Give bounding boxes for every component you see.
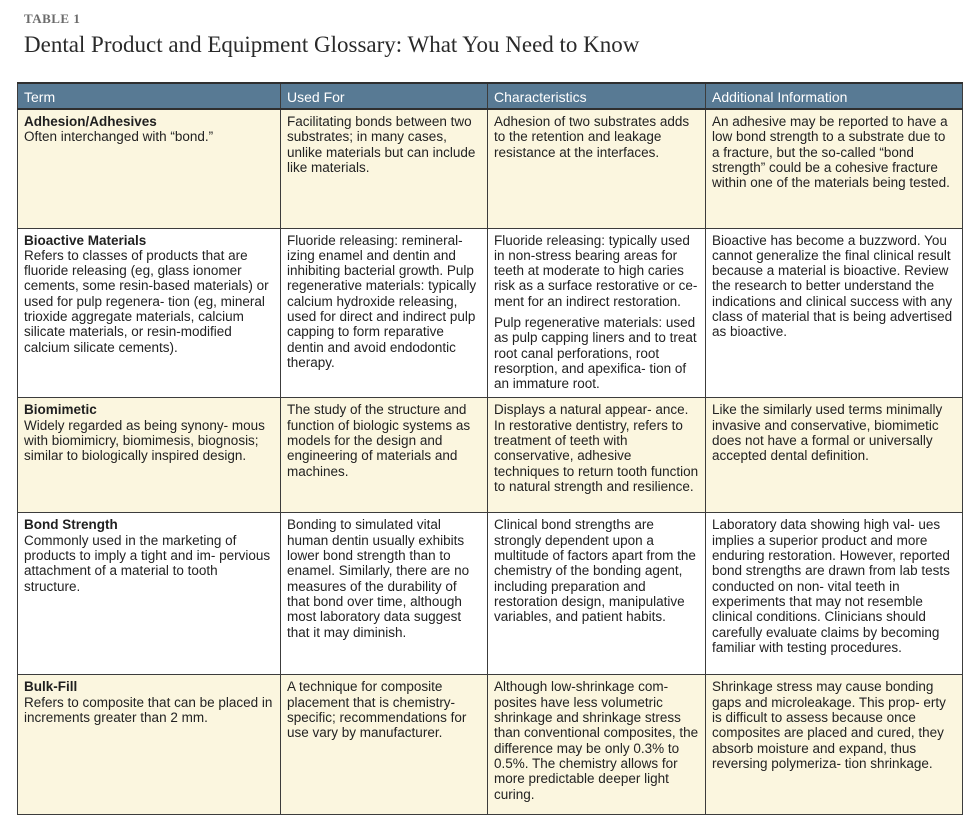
term-description: Refers to classes of products that are fluoride releasing (eg, glass ionomer cements, some resin-based materials) or used for pulp regenera- tion (eg, mineral trioxide aggregate materials, calcium silicate materials, or resin-modified calcium silicate cements). — [24, 247, 269, 355]
additional-info-cell: Laboratory data showing high val- ues implies a superior product and more enduring restoration. However, reported bond strengths are drawn from lab tests conducted on non- vital teeth in experiments that may not resemble clinical conditions. Clinicians should carefully evaluate claims by becoming familiar with testing procedures. — [706, 513, 963, 675]
characteristics-paragraph: Fluoride releasing: typically used in non-stress bearing areas for teeth at moderate to high caries risk as a surface restorative or ce- ment for an indirect restoration. — [494, 232, 698, 309]
used-for-cell: Bonding to simulated vital human dentin usually exhibits lower bond strength than to enamel. Similarly, there are no measures of the durability of that bond over time, although most laboratory data suggest that it may diminish. — [281, 513, 488, 675]
used-for-cell: Facilitating bonds between two substrates; in many cases, unlike materials but can include like materials. — [281, 109, 488, 228]
term-name: Adhesion/Adhesives — [24, 114, 157, 129]
term-description: Commonly used in the marketing of products to imply a tight and im- pervious attachment of a material to tooth structure. — [24, 532, 271, 594]
term-cell — [18, 109, 281, 228]
characteristics-paragraph: Pulp regenerative materials: used as pulp capping liners and to treat root canal perforations, root resorption, and apexifica- tion of an immature root. — [494, 314, 697, 392]
glossary-table-container — [17, 82, 962, 802]
column-header-term: Term — [18, 83, 281, 109]
term-name: Bond Strength — [24, 517, 118, 533]
glossary-table — [17, 82, 963, 815]
table-row — [18, 228, 963, 398]
additional-info-cell: Shrinkage stress may cause bonding gaps and microleakage. This prop- erty is difficult to assess because once composites are placed and cured, they absorb moisture and expand, thus reversing polymeriza- tion shrinkage. — [706, 675, 963, 815]
characteristics-cell: Although low-shrinkage com- posites have less volumetric shrinkage and shrinkage stress than conventional composites, the difference may be only 0.3% to 0.5%. The chemistry allows for more predictable deeper light curing. — [488, 675, 706, 815]
used-for-cell: A technique for composite placement that is chemistry- specific; recommendations for use vary by manufacturer. — [281, 675, 488, 815]
characteristics-cell: Clinical bond strengths are strongly dependent upon a multitude of factors apart from the chemistry of the bonding agent, including preparation and restoration design, manipulative variables, and patient habits. — [488, 513, 706, 675]
additional-info-cell: Like the similarly used terms minimally invasive and conservative, biomimetic does not have a formal or universally accepted dental definition. — [706, 398, 963, 513]
term-name: Bulk-Fill — [24, 679, 78, 695]
additional-info-cell: Bioactive has become a buzzword. You cannot generalize the final clinical result because a material is bioactive. Review the research to better understand the indications and clinical success with any class of material that is being advertised as bioactive. — [706, 228, 963, 398]
characteristics-cell — [488, 228, 706, 398]
term-description: Refers to composite that can be placed in increments greater than 2 mm. — [24, 694, 273, 726]
page-title: Dental Product and Equipment Glossary: What You Need to Know — [24, 32, 640, 57]
used-for-cell: Fluoride releasing: remineral- izing enamel and dentin and inhibiting bacterial growth. Pulp regenerative materials: typically calcium hydroxide releasing, used for direct and indirect pulp capping to form reparative dentin and avoid endodontic therapy. — [281, 228, 488, 398]
additional-info-cell: An adhesive may be reported to have a low bond strength to a substrate due to a fracture, but the so-called “bond strength” could be a cohesive fracture within one of the materials being tested. — [706, 109, 963, 228]
column-header-additional-info: Additional Information — [706, 83, 963, 109]
table-label: TABLE 1 — [24, 11, 81, 26]
header-row — [18, 83, 963, 109]
term-cell — [18, 398, 281, 513]
characteristics-cell: Displays a natural appear- ance. In restorative dentistry, refers to treatment of teeth with conservative, adhesive techniques to return tooth function to natural strength and resilience. — [488, 398, 706, 513]
column-header-characteristics: Characteristics — [488, 83, 706, 109]
table-row — [18, 513, 963, 675]
term-description: Often interchanged with “bond.” — [24, 129, 214, 145]
term-cell — [18, 228, 281, 398]
table-row — [18, 675, 963, 815]
term-name: Bioactive Materials — [24, 232, 147, 248]
characteristics-cell: Adhesion of two substrates adds to the retention and leakage resistance at the interfaces. — [488, 109, 706, 228]
column-header-used-for: Used For — [281, 83, 488, 109]
term-cell — [18, 513, 281, 675]
table-row — [18, 109, 963, 228]
term-name: Biomimetic — [24, 402, 97, 418]
table-row — [18, 398, 963, 513]
term-cell — [18, 675, 281, 815]
term-description: Widely regarded as being synony- mous with biomimicry, biomimesis, biognosis; similar to biologically inspired design. — [24, 417, 265, 464]
used-for-cell: The study of the structure and function of biologic systems as models for the design and engineering of materials and machines. — [281, 398, 488, 513]
